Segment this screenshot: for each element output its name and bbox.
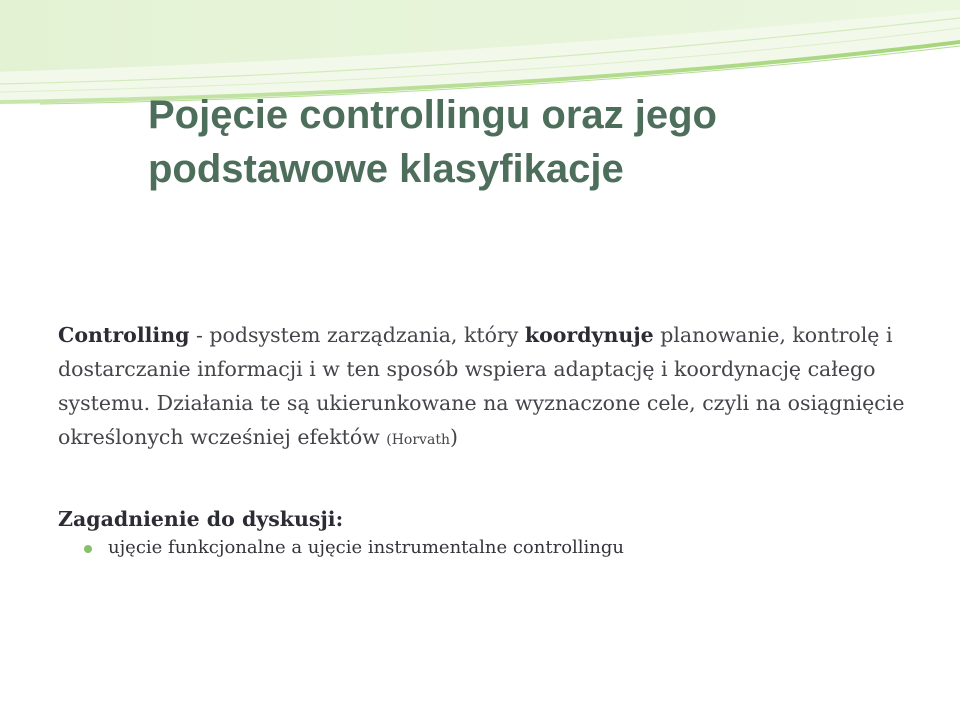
- source-citation: (Horvath: [386, 432, 450, 448]
- discussion-list: [58, 534, 908, 562]
- slide-title-line-1: Pojęcie controllingu oraz jego: [148, 93, 717, 137]
- discussion-item-text: ujęcie funkcjonalne a ujęcie instrumentalne controllingu: [108, 537, 625, 558]
- slide-title-line-2: podstawowe klasyfikacje: [148, 147, 624, 191]
- discussion-heading: Zagadnienie do dyskusji:: [58, 507, 344, 531]
- source-citation-close: ): [449, 425, 458, 449]
- bullet-dot-icon: [84, 545, 92, 553]
- definition-text-part-2: planowanie, kontrolę i dostarczanie informacji i w ten sposób wspiera adaptację i koordynację całego systemu. Działania te są ukierunkowane na wyznaczone cele, czyli na osiągnięcie określonych wcześniej efektów: [58, 323, 905, 449]
- slide-body: [58, 318, 908, 562]
- definition-term: Controlling: [58, 323, 190, 347]
- definition-text-part-1: - podsystem zarządzania, który: [189, 323, 525, 347]
- definition-keyword: koordynuje: [524, 323, 654, 347]
- discussion-list-item: [58, 534, 908, 562]
- definition-paragraph: [58, 318, 908, 457]
- slide-title: [148, 88, 868, 196]
